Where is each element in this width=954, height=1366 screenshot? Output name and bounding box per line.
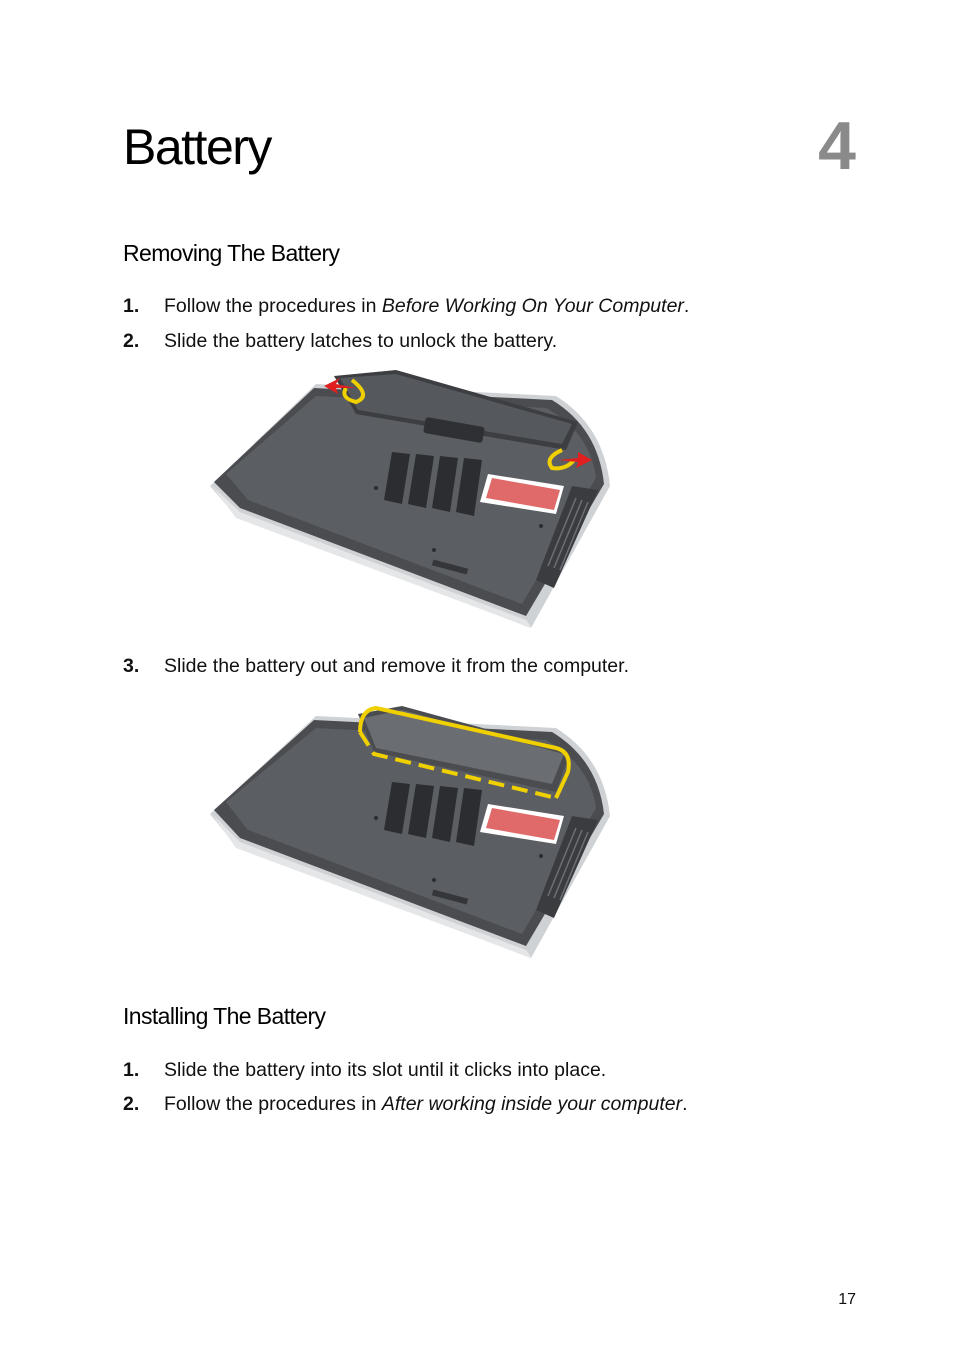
removing-step-3 [123, 657, 629, 677]
step-text: Slide the battery into its slot until it clicks into place. [164, 1059, 607, 1081]
step-number: 3. [123, 655, 140, 677]
removing-step-1 [123, 297, 689, 317]
step-text: Follow the procedures in [164, 1093, 382, 1115]
step-text: Slide the battery out and remove it from the computer. [164, 655, 629, 677]
removing-step-2 [123, 332, 557, 352]
installing-step-1 [123, 1061, 606, 1081]
step-number: 1. [123, 1059, 140, 1081]
step-text-end: . [682, 1093, 688, 1115]
procedure-reference-link[interactable]: Before Working On Your Computer [381, 295, 684, 317]
laptop-battery-latches-figure [206, 366, 618, 636]
section-heading-installing: Installing The Battery [123, 1003, 326, 1029]
chapter-title: Battery [123, 119, 271, 175]
laptop-battery-removal-figure [206, 696, 618, 966]
step-number: 1. [123, 295, 140, 317]
section-heading-removing: Removing The Battery [123, 240, 340, 266]
step-text: Slide the battery latches to unlock the battery. [164, 330, 558, 352]
page-number: 17 [838, 1291, 856, 1308]
procedure-reference-link[interactable]: After working inside your computer [381, 1093, 683, 1115]
chapter-number: 4 [818, 108, 856, 184]
step-number: 2. [123, 330, 140, 352]
step-number: 2. [123, 1093, 140, 1115]
step-text: Follow the procedures in [164, 295, 382, 317]
step-text-end: . [683, 295, 690, 317]
installing-step-2 [123, 1095, 688, 1115]
